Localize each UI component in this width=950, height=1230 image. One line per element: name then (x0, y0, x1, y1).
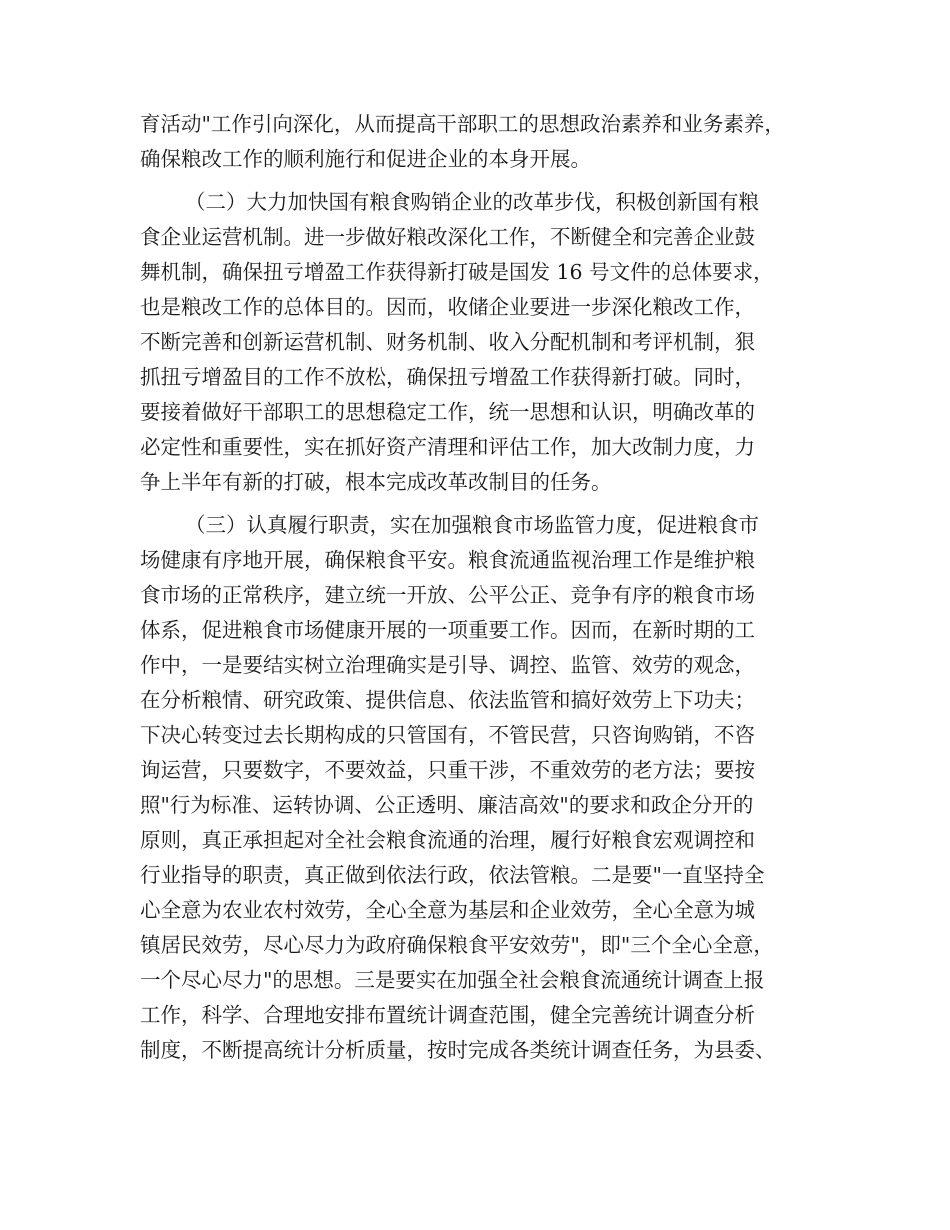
text-line: 在分析粮情、研究政策、提供信息、依法监管和搞好效劳上下功夫； (140, 688, 755, 712)
text-line: 一个尽心尽力"的思想。三是要实在加强全社会粮食流通统计调查上报 (140, 968, 765, 992)
text-line: 作中，一是要结实树立治理确实是引导、调控、监管、效劳的观念， (140, 653, 755, 677)
text-line: 必定性和重要性，实在抓好资产清理和评估工作，加大改制力度，力 (140, 435, 755, 459)
text-line: 舞机制，确保扭亏增盈工作获得新打破是国发 16 号文件的总体要求， (140, 260, 774, 284)
text-line: 制度，不断提高统计分析质量，按时完成各类统计调查任务，为县委、 (140, 1038, 776, 1062)
paragraph-first-line: （二）大力加快国有粮食购销企业的改革步伐，积极创新国有粮 (185, 190, 759, 214)
text-line: 食企业运营机制。进一步做好粮改深化工作，不断健全和完善企业鼓 (140, 225, 755, 249)
text-line: 行业指导的职责，真正做到依法行政，依法管粮。二是要"一直坚持全 (140, 863, 765, 887)
text-line: 不断完善和创新运营机制、财务机制、收入分配机制和考评机制，狠 (140, 330, 755, 354)
text-line: 要接着做好干部职工的思想稳定工作，统一思想和认识，明确改革的 (140, 400, 755, 424)
text-line: 工作，科学、合理地安排布置统计调查范围，健全完善统计调查分析 (140, 1003, 755, 1027)
text-line: 原则，真正承担起对全社会粮食流通的治理，履行好粮食宏观调控和 (140, 828, 755, 852)
text-line: 场健康有序地开展，确保粮食平安。粮食流通监视治理工作是维护粮 (140, 548, 755, 572)
text-line: 照"行为标准、运转协调、公正透明、廉洁高效"的要求和政企分开的 (140, 793, 754, 817)
text-line: 心全意为农业农村效劳，全心全意为基层和企业效劳，全心全意为城 (140, 898, 755, 922)
text-line: 询运营，只要数字，不要效益，只重干涉，不重效劳的老方法；要按 (140, 758, 755, 782)
text-line: 体系，促进粮食市场健康开展的一项重要工作。因而，在新时期的工 (140, 618, 755, 642)
text-line: 也是粮改工作的总体目的。因而，收储企业要进一步深化粮改工作， (140, 295, 755, 319)
text-line: 食市场的正常秩序，建立统一开放、公平公正、竞争有序的粮食市场 (140, 583, 755, 607)
text-line: 下决心转变过去长期构成的只管国有，不管民营，只咨询购销，不咨 (140, 723, 755, 747)
text-line: 抓扭亏增盈目的工作不放松，确保扭亏增盈工作获得新打破。同时， (140, 365, 755, 389)
text-line: 争上半年有新的打破，根本完成改革改制目的任务。 (140, 470, 612, 494)
paragraph-first-line: （三）认真履行职责，实在加强粮食市场监管力度，促进粮食市 (185, 513, 759, 537)
text-line: 育活动"工作引向深化，从而提高干部职工的思想政治素养和业务素养， (140, 112, 785, 136)
text-line: 确保粮改工作的顺利施行和促进企业的本身开展。 (140, 147, 591, 171)
text-line: 镇居民效劳，尽心尽力为政府确保粮食平安效劳"，即"三个全心全意， (140, 933, 774, 957)
